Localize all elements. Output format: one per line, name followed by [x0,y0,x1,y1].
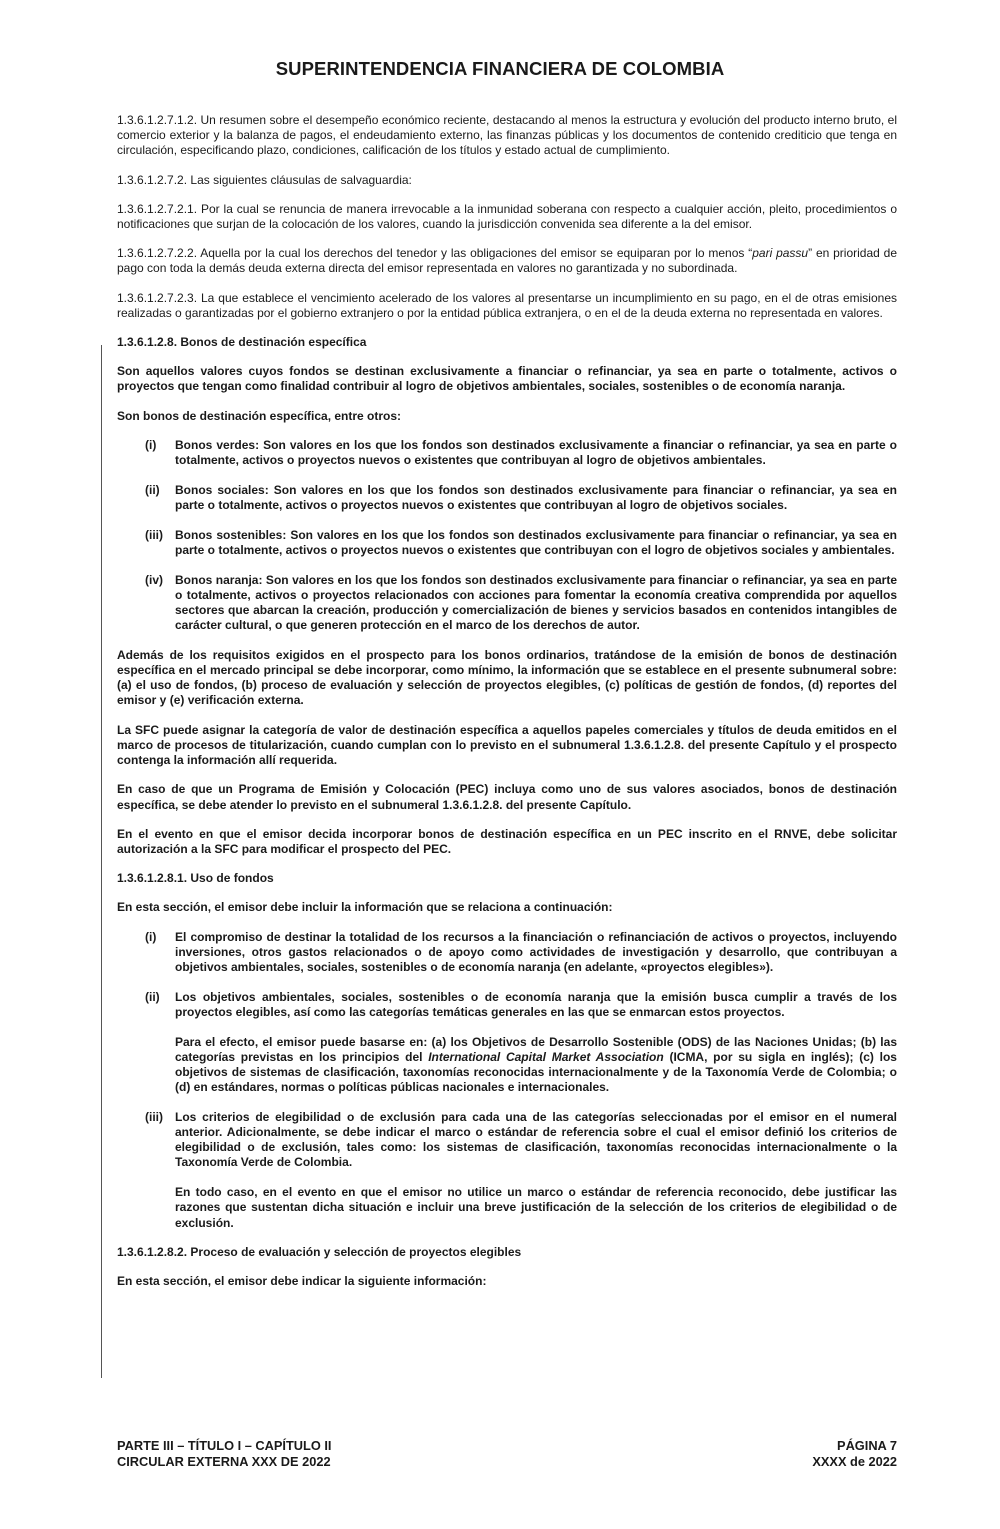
paragraph-proceso-intro: En esta sección, el emisor debe indicar la siguiente información: [117,1274,487,1289]
text-segment: 1.3.6.1.2.7.2.2. Aquella por la cual los derechos del tenedor y las obligaciones del emisor se equiparan por lo menos “ [117,246,753,261]
footer-right [812,1438,897,1470]
document-body [117,113,897,1304]
list-text: Bonos verdes: Son valores en los que los fondos son destinados exclusivamente a financiar o refinanciar, ya sea en parte o totalmente, activos o proyectos nuevos o existentes que contribuyan al logro de objetivos ambientales. [175,437,897,468]
list-item [145,528,897,558]
paragraph-definition: Son aquellos valores cuyos fondos se destinan exclusivamente a financiar o refinanciar, ya sea en parte o totalmente, activos o proyectos que tengan como finalidad contribuir al logro de objetivos ambientales, sociales, sostenibles o de economía naranja. [117,364,897,394]
list-item [145,990,897,1020]
footer-circular: CIRCULAR EXTERNA XXX DE 2022 [117,1454,331,1469]
paragraph-list-intro: Son bonos de destinación específica, entre otros: [117,408,402,423]
paragraph-1-3-6-1-2-7-2-2 [117,246,897,276]
list-number: (iv) [145,572,163,587]
paragraph-pec-rnve: En el evento en que el emisor decida incorporar bonos de destinación específica en un PEC inscrito en el RNVE, debe solicitar autorización a la SFC para modificar el prospecto del PEC. [117,826,897,856]
list-text: Los objetivos ambientales, sociales, sostenibles o de economía naranja que la emisión busca cumplir a través de los proyectos elegibles, así como las categorías temáticas generales en las que se enmarcan estos proyectos. [175,989,897,1019]
emphasis-icma: International Capital Market Association [428,1049,664,1064]
footer-left [117,1438,331,1470]
list-text: Bonos naranja: Son valores en los que los fondos son destinados exclusivamente para financiar o refinanciar, ya sea en parte o totalmente, activos o proyectos relacionados con acciones para fomentar la economía creativa comprendida por aquellos sectores que abarcan la creación, producción y comercialización de bienes y servicios basados en contenidos intangibles de carácter cultural, o que generen protección en el marco de los derechos de autor. [175,572,897,633]
list-number: (i) [145,437,157,452]
list-number: (ii) [145,989,160,1004]
list-item [145,573,897,634]
list-text: Los criterios de elegibilidad o de exclusión para cada una de las categorías seleccionadas por el emisor en el numeral anterior. Adicionalmente, se debe indicar el marco o estándar de referencia sobre el cual el emisor definió los criterios de elegibilidad o de exclusión, tales como: los sistemas de clasificación, taxonomías reconocidas internacionalmente o la Taxonomía Verde de Colombia. [175,1109,897,1170]
list-number: (i) [145,929,157,944]
section-heading-proceso-evaluacion: 1.3.6.1.2.8.2. Proceso de evaluación y selección de proyectos elegibles [117,1245,522,1260]
list-item [145,930,897,976]
list-subparagraph: En todo caso, en el evento en que el emisor no utilice un marco o estándar de referencia reconocido, debe justificar las razones que sustentan dicha situación e incluir una breve justificación de la selección de los criterios de elegibilidad o de exclusión. [175,1185,897,1230]
list-number: (iii) [145,527,163,542]
page-title: SUPERINTENDENCIA FINANCIERA DE COLOMBIA [275,58,725,79]
text-segment: ” en prioridad de pago con toda la demás deuda externa directa del emisor representada en valores no garantizada y no subordinada. [117,246,897,276]
paragraph-1-3-6-1-2-7-1-2: 1.3.6.1.2.7.1.2. Un resumen sobre el desempeño económico reciente, destacando al menos la estructura y evolución del producto interno bruto, el comercio exterior y la balanza de pagos, el endeudamiento externo, las finanzas públicas y los documentos de contenido crediticio que tenga en circulación, especificando plazo, condiciones, calificación de los títulos y estado actual de cumplimiento. [117,113,897,158]
paragraph-pec: En caso de que un Programa de Emisión y Colocación (PEC) incluya como uno de sus valores asociados, bonos de destinación específica, se debe atender lo previsto en el subnumeral 1.3.6.1.2.8. del presente Capítulo. [117,782,897,812]
list-text: El compromiso de destinar la totalidad de los recursos a la financiación o refinanciación de activos o proyectos, incluyendo inversiones, otros gastos relacionados o de apoyo como actividades de investigación y desarrollo, que contribuyan a objetivos ambientales, sociales, sostenibles o de economía naranja (en adelante, «proyectos elegibles»). [175,929,897,974]
list-number: (ii) [145,482,160,497]
paragraph-1-3-6-1-2-7-2: 1.3.6.1.2.7.2. Las siguientes cláusulas de salvaguardia: [117,172,412,187]
section-heading-uso-fondos: 1.3.6.1.2.8.1. Uso de fondos [117,871,274,886]
paragraph-uso-fondos-intro: En esta sección, el emisor debe incluir la información que se relaciona a continuación: [117,900,613,915]
list-item [145,1110,897,1171]
list-item [145,483,897,513]
list-text: Bonos sociales: Son valores en los que los fondos son destinados exclusivamente para financiar o refinanciar, ya sea en parte o totalmente, activos o proyectos nuevos o existentes que contribuyan al logro de objetivos sociales. [175,482,897,512]
paragraph-requisitos: Además de los requisitos exigidos en el prospecto para los bonos ordinarios, tratándose de la emisión de bonos de destinación específica en el mercado principal se debe incorporar, como mínimo, la información que se establece en el presente subnumeral sobre: (a) el uso de fondos, (b) proceso de evaluación y selección de proyectos elegibles, (c) políticas de gestión de fondos, (d) reportes del emisor y (e) verificación externa. [117,647,897,708]
list-number: (iii) [145,1109,163,1124]
emphasis-pari-passu: pari passu [752,246,809,261]
revision-bar [101,345,102,1378]
list-text: Bonos sostenibles: Son valores en los que los fondos son destinados exclusivamente para financiar o refinanciar, ya sea en parte o totalmente, activos o proyectos nuevos o existentes que contribuyan con el logro de objetivos sociales y ambientales. [175,527,897,557]
list-subparagraph [175,1035,897,1096]
paragraph-1-3-6-1-2-7-2-1: 1.3.6.1.2.7.2.1. Por la cual se renuncia de manera irrevocable a la inmunidad soberana con respecto a cualquier acción, pleito, procedimientos o notificaciones que surjan de la colocación de los valores, cuando la jurisdicción convenida sea diferente a la del emisor. [117,201,897,232]
section-heading-bonos-destinacion: 1.3.6.1.2.8. Bonos de destinación específica [117,335,367,350]
text-segment: Para el efecto, el emisor puede basarse en: (a) los Objetivos de Desarrollo Sostenible (ODS) de las Naciones Unidas; (b) las categorías previstas en los principios del [175,1034,897,1064]
text-segment: (ICMA, por su sigla en inglés); (c) los objetivos de sistemas de clasificación, taxonomías reconocidas internacionalmente y de la Taxonomía Verde de Colombia; o (d) en estándares, normas o políticas públicas nacionales e internacionales. [175,1049,897,1095]
footer-page-number: PÁGINA 7 [837,1438,897,1453]
footer-part-title: PARTE III – TÍTULO I – CAPÍTULO II [117,1438,332,1453]
paragraph-1-3-6-1-2-7-2-3: 1.3.6.1.2.7.2.3. La que establece el vencimiento acelerado de los valores al presentarse un incumplimiento en su pago, en el de otras emisiones realizadas o garantizadas por el gobierno extranjero o por la entidad pública extranjera, o en el de la deuda externa no representada en valores. [117,290,897,320]
list-item [145,438,897,468]
footer-date: XXXX de 2022 [812,1454,897,1469]
paragraph-sfc-categoria: La SFC puede asignar la categoría de valor de destinación específica a aquellos papeles comerciales y títulos de deuda emitidos en el marco de procesos de titularización, cuando cumplan con lo previsto en el subnumeral 1.3.6.1.2.8. del presente Capítulo y el prospecto contenga la información allí requerida. [117,722,897,768]
